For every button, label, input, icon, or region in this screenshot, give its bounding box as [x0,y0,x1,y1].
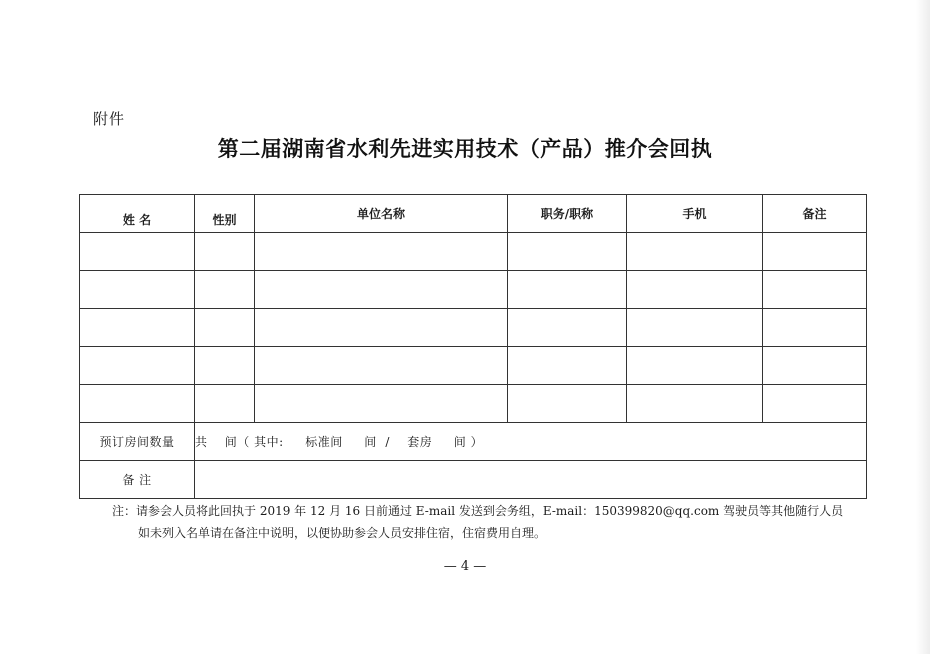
organization-cell[interactable] [255,309,508,347]
organization-cell[interactable] [255,233,508,271]
name-cell[interactable] [80,309,195,347]
page-number: — 4 — [443,559,487,574]
room-booking-label: 预订房间数量 [80,423,195,461]
gender-cell[interactable] [195,347,255,385]
remarks-cell[interactable] [763,309,867,347]
remarks-row [80,461,867,499]
table-row [80,233,867,271]
position-cell[interactable] [508,233,627,271]
name-cell[interactable] [80,271,195,309]
table-row [80,271,867,309]
footnote [112,500,843,544]
position-cell[interactable] [508,271,627,309]
mobile-cell[interactable] [627,385,763,423]
organization-cell[interactable] [255,347,508,385]
column-header-organization: 单位名称 [255,195,508,233]
registration-table [79,194,867,499]
column-header-remarks: 备注 [763,195,867,233]
organization-cell[interactable] [255,385,508,423]
gender-cell[interactable] [195,271,255,309]
table-row [80,385,867,423]
name-cell[interactable] [80,385,195,423]
page-edge-shadow [916,0,930,654]
mobile-cell[interactable] [627,347,763,385]
remarks-cell[interactable] [763,347,867,385]
column-header-gender: 性别 [195,195,255,233]
table-header-row [80,195,867,233]
footnote-line-2: 如未列入名单请在备注中说明，以便协助参会人员安排住宿，住宿费用自理。 [138,526,547,540]
column-header-position: 职务/职称 [508,195,627,233]
name-cell[interactable] [80,347,195,385]
mobile-cell[interactable] [627,309,763,347]
remarks-label: 备 注 [80,461,195,499]
remarks-cell[interactable] [763,385,867,423]
column-header-mobile: 手机 [627,195,763,233]
mobile-cell[interactable] [627,233,763,271]
position-cell[interactable] [508,309,627,347]
table-row [80,309,867,347]
column-header-name: 姓 名 [80,195,195,233]
attachment-label: 附件 [93,110,126,128]
remarks-field[interactable] [195,461,867,499]
gender-cell[interactable] [195,309,255,347]
room-booking-field[interactable]: 共 间（ 其中: 标准间 间 / 套房 间 ） [195,423,867,461]
gender-cell[interactable] [195,385,255,423]
organization-cell[interactable] [255,271,508,309]
mobile-cell[interactable] [627,271,763,309]
position-cell[interactable] [508,385,627,423]
name-cell[interactable] [80,233,195,271]
remarks-cell[interactable] [763,271,867,309]
remarks-cell[interactable] [763,233,867,271]
table-row [80,347,867,385]
footnote-line-1: 注：请参会人员将此回执于 2019 年 12 月 16 日前通过 E-mail 发送到会务组，E-mail：150399820@qq.com 驾驶员等其他随行人员 [112,504,844,518]
room-booking-row [80,423,867,461]
gender-cell[interactable] [195,233,255,271]
document-title: 第二届湖南省水利先进实用技术（产品）推介会回执 [217,137,713,161]
position-cell[interactable] [508,347,627,385]
